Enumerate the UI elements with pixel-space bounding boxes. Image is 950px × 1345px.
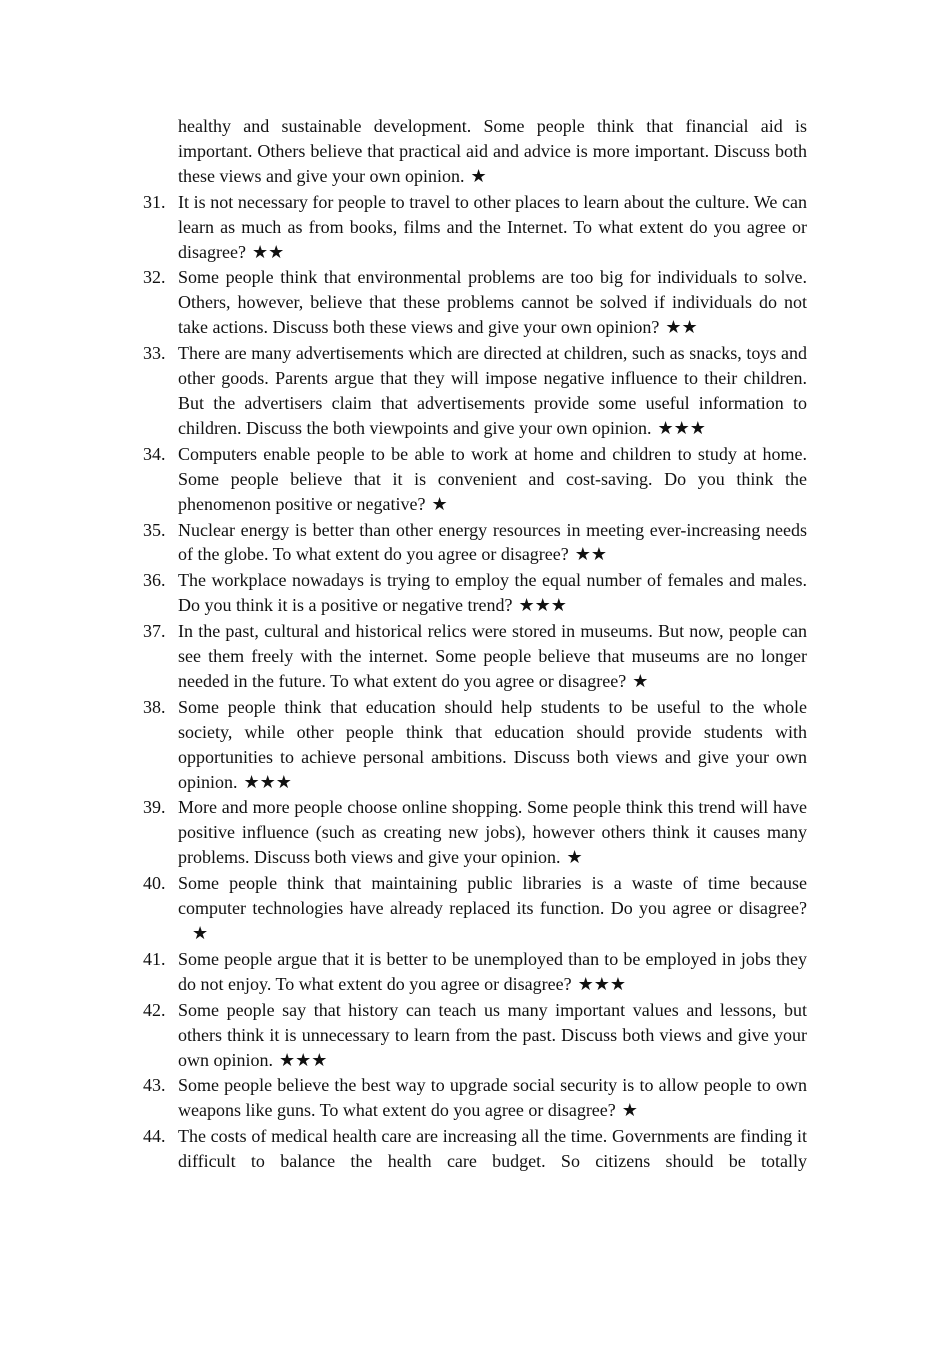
item-number: 31. <box>143 191 166 212</box>
item-number: 43. <box>143 1075 166 1096</box>
item-number: 34. <box>143 443 166 464</box>
difficulty-stars: ★★★ <box>518 595 567 617</box>
list-item <box>143 619 807 695</box>
item-text: Some people think that education should help students to be useful to the whole society, while other people think that education should provide students with opportunities to achieve personal ambitions. Discuss both views and give your own opinion. <box>178 696 807 792</box>
item-text: It is not necessary for people to travel to other places to learn about the culture. We can learn as much as from books, films and the Internet. To what extent do you agree or disagree? <box>178 191 807 262</box>
item-number: 32. <box>143 267 166 288</box>
list-item <box>143 871 807 947</box>
difficulty-stars: ★ <box>192 923 209 944</box>
list-item <box>143 190 807 266</box>
item-text: There are many advertisements which are directed at children, such as snacks, toys and other goods. Parents argue that they will impose negative influence to their children. But the advertisers claim that advertisements provide some useful information to children. Discuss the both viewpoints and give your own opinion. <box>178 343 807 438</box>
difficulty-stars: ★★★ <box>657 417 706 439</box>
difficulty-stars: ★ <box>566 847 583 869</box>
difficulty-stars: ★★★ <box>577 973 627 995</box>
list-item <box>143 947 807 998</box>
item-text: Some people argue that it is better to be unemployed than to be employed in jobs they do not enjoy. To what extent do you agree or disagree? <box>178 948 807 994</box>
item-number: 40. <box>143 873 166 894</box>
item-number: 33. <box>143 343 166 364</box>
list-item <box>143 795 807 871</box>
item-text: In the past, cultural and historical relics were stored in museums. But now, people can see them freely with the internet. Some people believe that museums are no longer needed in the future. To what extent do you agree or disagree? <box>178 621 807 691</box>
essay-topic-list <box>143 114 807 1174</box>
list-item <box>143 518 807 569</box>
difficulty-stars: ★ <box>632 670 649 692</box>
item-text: The workplace nowadays is trying to employ the equal number of females and males. Do you think it is a positive or negative trend? <box>178 570 807 616</box>
list-item <box>143 341 807 442</box>
list-item <box>143 1124 807 1174</box>
list-item <box>143 568 807 619</box>
item-number: 39. <box>143 797 166 818</box>
item-number: 41. <box>143 948 166 969</box>
item-text: More and more people choose online shopping. Some people think this trend will have positive influence (such as creating new jobs), however others think it causes many problems. Discuss both views and give your opinion. <box>178 797 807 868</box>
item-text: Computers enable people to be able to work at home and children to study at home. Some people believe that it is convenient and cost-saving. Do you think the phenomenon positive or negative? <box>178 443 807 514</box>
difficulty-stars: ★ <box>431 493 448 515</box>
list-item <box>143 442 807 518</box>
difficulty-stars: ★★★ <box>243 771 292 793</box>
list-item <box>143 265 807 341</box>
item-text: Nuclear energy is better than other energy resources in meeting ever-increasing needs of the globe. To what extent do you agree or disagree? <box>178 519 807 565</box>
item-number: 38. <box>143 696 166 717</box>
item-number: 44. <box>143 1126 166 1147</box>
list-item <box>143 1073 807 1124</box>
difficulty-stars: ★★ <box>251 241 285 263</box>
item-text: The costs of medical health care are increasing all the time. Governments are finding it difficult to balance the health care budget. So citizens should be totally <box>178 1126 807 1172</box>
item-number: 36. <box>143 570 166 591</box>
list-item <box>143 695 807 796</box>
difficulty-stars: ★★ <box>574 544 608 566</box>
intro-continuation <box>178 114 807 190</box>
item-number: 35. <box>143 519 166 540</box>
item-text: Some people think that maintaining public libraries is a waste of time because computer technologies have already replaced its function. Do you agree or disagree? <box>178 873 807 919</box>
item-text: Some people say that history can teach us many important values and lessons, but others think it is unnecessary to learn from the past. Discuss both views and give your own opinion. <box>178 999 807 1070</box>
difficulty-stars: ★ <box>470 165 487 187</box>
item-text: Some people believe the best way to upgrade social security is to allow people to own weapons like guns. To what extent do you agree or disagree? <box>178 1075 807 1121</box>
item-text: Some people think that environmental problems are too big for individuals to solve. Others, however, believe that these problems cannot be solved if individuals do not take actions. Discuss both these views and give your own opinion? <box>178 267 807 338</box>
difficulty-stars: ★ <box>621 1100 638 1122</box>
difficulty-stars: ★★ <box>665 317 698 339</box>
difficulty-stars: ★★★ <box>279 1049 328 1071</box>
list-item <box>143 998 807 1074</box>
intro-text: healthy and sustainable development. Some people think that financial aid is important. Others believe that practical aid and advice is more important. Discuss both these views and give your own opinion. <box>178 116 807 186</box>
item-number: 42. <box>143 999 166 1020</box>
item-number: 37. <box>143 621 166 642</box>
